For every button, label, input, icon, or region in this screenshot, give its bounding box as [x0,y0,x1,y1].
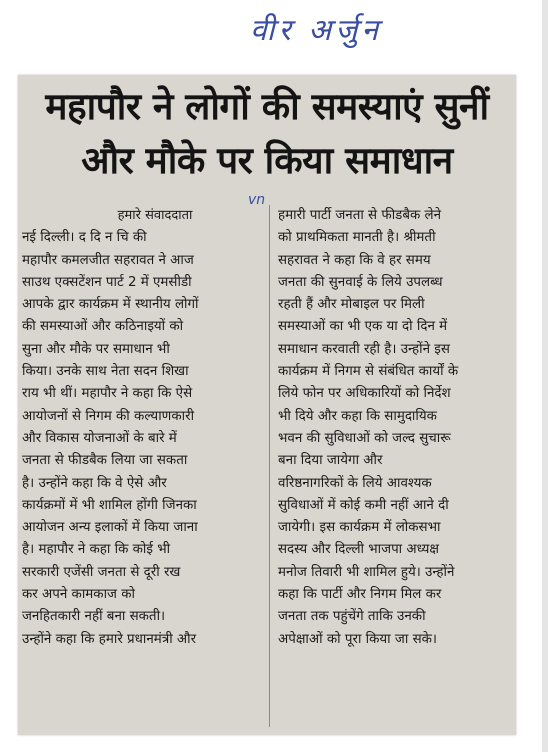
right-column-line: लिये फोन पर अधिकारियों को निर्देश [278,386,451,402]
left-column-line: कार्यक्रमों में भी शामिल होंगी जिनका [22,497,197,513]
headline [18,81,516,187]
right-column-line: सहरावत ने कहा कि वे हर समय [278,252,431,268]
column-divider [269,205,270,727]
left-column [22,205,258,651]
right-column-line: जनता की सुनवाई के लिये उपलब्ध [278,274,443,290]
left-column-line: उन्होंने कहा कि हमारे प्रधानमंत्री और [22,631,197,647]
right-column-line: जायेगी। इस कार्यक्रम में लोकसभा [278,520,441,536]
right-column-line: कार्यक्रम में निगम से संबंधित कार्यों के [278,364,459,380]
right-column-line: सुविधाओं में कोई कमी नहीं आने दी [278,497,449,513]
left-column-line: की समस्याओं और कठिनाइयों को [22,319,184,335]
left-column-line: है। महापौर ने कहा कि कोई भी [22,542,171,558]
left-column-line: साउथ एक्सटेंशन पार्ट 2 में एमसीडी [22,274,192,290]
right-column-line: हमारी पार्टी जनता से फीडबैक लेने [278,208,442,223]
newspaper-clipping [18,75,516,735]
byline: हमारे संवाददाता [117,208,193,223]
left-column-line: नई दिल्ली। द दि न चि की [22,230,147,246]
left-column-line: जनता से फीडबैक लिया जा सकता [22,453,188,469]
left-column-line: और विकास योजनाओं के बारे में [22,430,177,446]
left-column-line: आयोजनों से निगम की कल्याणकारी [22,408,195,424]
right-column-line: भवन की सुविधाओं को जल्द सुचारू [278,430,451,446]
right-column-line: कहा कि पार्टी और निगम मिल कर [278,587,442,603]
right-column-line: मनोज तिवारी भी शामिल हुये। उन्होंने [278,564,455,580]
headline-line-1: महापौर ने लोगों की समस्याएं सुनीं [45,85,489,128]
right-column-line: रहती हैं और मोबाइल पर मिली [278,297,425,313]
left-column-line: आपके द्वार कार्यक्रम में स्थानीय लोगों [22,297,199,313]
right-column-line: जनता तक पहुंचेंगे ताकि उनकी [278,609,426,625]
right-column-line: भी दिये और कहा कि सामुदायिक [278,408,437,424]
left-column-line: आयोजन अन्य इलाकों में किया जाना [22,520,198,536]
headline-line-2: और मौके पर किया समाधान [81,139,453,182]
right-column-line: समस्याओं का भी एक या दो दिन में [278,319,448,335]
right-column-line: बना दिया जायेगा और [278,453,383,469]
right-column-line: वरिष्ठनागरिकों के लिये आवश्यक [278,475,432,491]
margin-annotation: vn [248,192,266,208]
left-column-line: सरकारी एजेंसी जनता से दूरी रख [22,564,181,580]
left-column-line: है। उन्होंने कहा कि वे ऐसे और [22,475,167,491]
right-column-line: सदस्य और दिल्ली भाजपा अध्यक्ष [278,542,440,558]
left-column-line: जनहितकारी नहीं बना सकती। [22,609,166,625]
right-column-line: समाधान करवाती रही है। उन्होंने इस [278,341,450,357]
right-column-line: को प्राथमिकता मानती है। श्रीमती [278,230,436,246]
left-column-line: सुना और मौके पर समाधान भी [22,341,170,357]
left-column-line: महापौर कमलजीत सहरावत ने आज [22,252,194,268]
right-column [278,205,514,651]
right-column-line: अपेक्षाओं को पूरा किया जा सके। [278,631,437,647]
scan-edge [542,0,548,752]
left-column-line: किया। उनके साथ नेता सदन शिखा [22,364,189,380]
left-column-line: राय भी थीं। महापौर ने कहा कि ऐसे [22,386,193,402]
handwritten-publication-note: वीर अर्जुन [250,13,383,48]
left-column-line: कर अपने कामकाज को [22,587,135,603]
